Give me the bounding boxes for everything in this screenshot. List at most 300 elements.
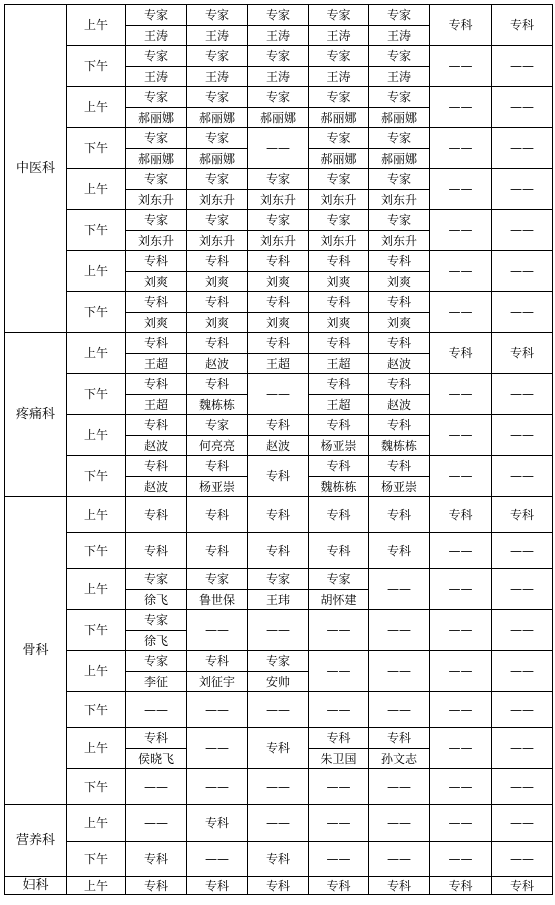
schedule-cell bbox=[308, 45, 369, 87]
schedule-cell: 专科 bbox=[186, 876, 248, 895]
schedule-cell bbox=[368, 291, 430, 333]
period-cell: 下午 bbox=[66, 455, 126, 497]
schedule-cell bbox=[247, 414, 309, 456]
period-cell: 下午 bbox=[66, 209, 126, 251]
schedule-cell: —— bbox=[429, 45, 492, 87]
schedule-cell: —— bbox=[308, 841, 369, 877]
schedule-cell: —— bbox=[247, 691, 309, 728]
schedule-cell: —— bbox=[308, 768, 369, 805]
doctor-name: 刘东升 bbox=[320, 192, 357, 207]
period-cell: 下午 bbox=[66, 841, 126, 877]
doctor-name: 刘爽 bbox=[265, 274, 290, 289]
clinic-type: 专家 bbox=[187, 87, 247, 108]
department-cell: 疼痛科 bbox=[4, 332, 67, 497]
clinic-type: 专科 bbox=[369, 292, 429, 313]
clinic-type: 专科 bbox=[309, 415, 368, 436]
period-cell: 下午 bbox=[66, 532, 126, 569]
clinic-type: 专家 bbox=[126, 569, 186, 590]
schedule-cell: —— bbox=[429, 532, 492, 569]
schedule-cell bbox=[247, 250, 309, 292]
schedule-cell bbox=[247, 4, 309, 46]
clinic-type: 专家 bbox=[309, 87, 368, 108]
doctor-name: 刘东升 bbox=[259, 233, 296, 248]
doctor-name: 王涛 bbox=[265, 69, 290, 84]
schedule-cell bbox=[186, 250, 248, 292]
period-cell: 上午 bbox=[66, 414, 126, 456]
schedule-cell bbox=[247, 332, 309, 374]
schedule-cell: —— bbox=[491, 804, 553, 842]
schedule-cell bbox=[247, 291, 309, 333]
period-cell: 上午 bbox=[66, 332, 126, 374]
period-cell: 下午 bbox=[66, 691, 126, 728]
period-cell: 下午 bbox=[66, 373, 126, 415]
schedule-cell bbox=[368, 250, 430, 292]
schedule-cell: 专科 bbox=[308, 532, 369, 569]
doctor-name: 刘爽 bbox=[265, 315, 290, 330]
doctor-name: 赵波 bbox=[265, 438, 290, 453]
schedule-cell bbox=[125, 209, 187, 251]
clinic-type: 专科 bbox=[126, 415, 186, 436]
doctor-name: 刘爽 bbox=[143, 315, 168, 330]
clinic-type: 专家 bbox=[126, 46, 186, 67]
schedule-cell: 专科 bbox=[368, 532, 430, 569]
clinic-type: 专科 bbox=[126, 333, 186, 354]
doctor-name: 刘爽 bbox=[204, 315, 229, 330]
schedule-cell bbox=[368, 727, 430, 769]
schedule-cell bbox=[186, 127, 248, 169]
period-cell: 上午 bbox=[66, 250, 126, 292]
schedule-cell bbox=[247, 168, 309, 210]
period-cell: 上午 bbox=[66, 4, 126, 46]
schedule-cell bbox=[368, 414, 430, 456]
clinic-type: 专家 bbox=[187, 46, 247, 67]
doctor-name: 徐飞 bbox=[143, 633, 168, 648]
doctor-name: 王涛 bbox=[386, 69, 411, 84]
schedule-cell: —— bbox=[368, 568, 430, 610]
schedule-cell bbox=[308, 250, 369, 292]
schedule-cell bbox=[186, 373, 248, 415]
schedule-cell: —— bbox=[186, 727, 248, 769]
clinic-type: 专科 bbox=[369, 374, 429, 395]
doctor-name: 刘爽 bbox=[386, 274, 411, 289]
schedule-cell: 专科 bbox=[491, 876, 553, 895]
schedule-cell bbox=[368, 455, 430, 497]
clinic-type: 专家 bbox=[309, 128, 368, 149]
clinic-type: 专科 bbox=[187, 456, 247, 477]
schedule-cell bbox=[125, 86, 187, 128]
schedule-cell bbox=[186, 209, 248, 251]
doctor-name: 郝丽娜 bbox=[137, 110, 174, 125]
clinic-type: 专家 bbox=[126, 5, 186, 26]
doctor-name: 刘东升 bbox=[198, 233, 235, 248]
schedule-cell bbox=[368, 168, 430, 210]
clinic-type: 专家 bbox=[369, 210, 429, 231]
doctor-name: 郝丽娜 bbox=[320, 110, 357, 125]
doctor-name: 王涛 bbox=[204, 28, 229, 43]
schedule-cell: —— bbox=[429, 291, 492, 333]
schedule-cell: —— bbox=[491, 250, 553, 292]
schedule-cell bbox=[247, 45, 309, 87]
schedule-cell: —— bbox=[429, 209, 492, 251]
schedule-cell: —— bbox=[491, 532, 553, 569]
schedule-cell bbox=[186, 86, 248, 128]
schedule-cell: —— bbox=[491, 373, 553, 415]
schedule-cell bbox=[247, 209, 309, 251]
clinic-type: 专家 bbox=[126, 128, 186, 149]
schedule-cell bbox=[368, 209, 430, 251]
schedule-cell: 专科 bbox=[125, 532, 187, 569]
schedule-cell: 专科 bbox=[308, 876, 369, 895]
schedule-cell bbox=[368, 45, 430, 87]
schedule-cell: —— bbox=[429, 86, 492, 128]
schedule-cell bbox=[308, 568, 369, 610]
schedule-cell: —— bbox=[368, 650, 430, 692]
schedule-cell: —— bbox=[429, 691, 492, 728]
clinic-type: 专科 bbox=[309, 251, 368, 272]
doctor-name: 侯晓飞 bbox=[137, 751, 174, 766]
doctor-name: 郝丽娜 bbox=[198, 110, 235, 125]
schedule-cell: —— bbox=[125, 804, 187, 842]
period-cell: 上午 bbox=[66, 876, 126, 895]
schedule-cell bbox=[247, 568, 309, 610]
clinic-type: 专科 bbox=[309, 374, 368, 395]
clinic-type: 专家 bbox=[309, 169, 368, 190]
period-cell: 下午 bbox=[66, 45, 126, 87]
schedule-cell bbox=[186, 414, 248, 456]
clinic-type: 专家 bbox=[187, 128, 247, 149]
period-cell: 上午 bbox=[66, 86, 126, 128]
schedule-cell: —— bbox=[491, 86, 553, 128]
period-cell: 上午 bbox=[66, 496, 126, 533]
doctor-name: 魏栋栋 bbox=[320, 479, 357, 494]
clinic-type: 专家 bbox=[126, 87, 186, 108]
schedule-cell bbox=[308, 332, 369, 374]
schedule-cell: —— bbox=[429, 650, 492, 692]
schedule-cell: —— bbox=[247, 609, 309, 651]
doctor-name: 杨亚崇 bbox=[198, 479, 235, 494]
doctor-name: 赵波 bbox=[143, 479, 168, 494]
schedule-cell bbox=[125, 727, 187, 769]
department-cell: 骨科 bbox=[4, 496, 67, 805]
schedule-cell bbox=[186, 291, 248, 333]
schedule-cell: —— bbox=[247, 804, 309, 842]
clinic-type: 专科 bbox=[187, 333, 247, 354]
clinic-type: 专科 bbox=[187, 651, 247, 672]
schedule-cell bbox=[125, 414, 187, 456]
schedule-cell: 专科 bbox=[247, 532, 309, 569]
schedule-cell: 专科 bbox=[491, 4, 553, 46]
clinic-type: 专科 bbox=[309, 333, 368, 354]
doctor-name: 王超 bbox=[326, 397, 351, 412]
schedule-cell: —— bbox=[186, 609, 248, 651]
clinic-type: 专家 bbox=[369, 169, 429, 190]
doctor-name: 徐飞 bbox=[143, 592, 168, 607]
doctor-name: 郝丽娜 bbox=[380, 110, 417, 125]
schedule-cell: —— bbox=[308, 650, 369, 692]
doctor-name: 何亮亮 bbox=[198, 438, 235, 453]
schedule-cell bbox=[186, 650, 248, 692]
schedule-cell bbox=[125, 127, 187, 169]
schedule-cell: —— bbox=[368, 691, 430, 728]
doctor-name: 朱卫国 bbox=[320, 751, 357, 766]
schedule-cell: —— bbox=[491, 568, 553, 610]
clinic-type: 专科 bbox=[369, 728, 429, 749]
clinic-type: 专科 bbox=[309, 456, 368, 477]
doctor-name: 刘东升 bbox=[137, 192, 174, 207]
doctor-name: 胡怀建 bbox=[320, 592, 357, 607]
schedule-cell: 专科 bbox=[429, 876, 492, 895]
schedule-cell: —— bbox=[491, 691, 553, 728]
doctor-name: 刘爽 bbox=[326, 315, 351, 330]
clinic-type: 专家 bbox=[126, 210, 186, 231]
schedule-cell: —— bbox=[308, 691, 369, 728]
doctor-name: 赵波 bbox=[204, 356, 229, 371]
clinic-type: 专家 bbox=[126, 169, 186, 190]
schedule-cell bbox=[308, 127, 369, 169]
doctor-name: 王超 bbox=[143, 356, 168, 371]
schedule-cell: —— bbox=[491, 727, 553, 769]
doctor-name: 李征 bbox=[143, 674, 168, 689]
clinic-type: 专家 bbox=[248, 210, 308, 231]
clinic-type: 专科 bbox=[248, 415, 308, 436]
schedule-cell: 专科 bbox=[491, 496, 553, 533]
clinic-type: 专科 bbox=[248, 333, 308, 354]
doctor-name: 王玮 bbox=[265, 592, 290, 607]
clinic-type: 专家 bbox=[369, 87, 429, 108]
schedule-cell bbox=[186, 568, 248, 610]
doctor-name: 赵波 bbox=[386, 356, 411, 371]
schedule-cell: —— bbox=[247, 768, 309, 805]
doctor-name: 刘征宇 bbox=[198, 674, 235, 689]
doctor-name: 杨亚崇 bbox=[320, 438, 357, 453]
schedule-cell: 专科 bbox=[125, 876, 187, 895]
doctor-name: 刘东升 bbox=[259, 192, 296, 207]
clinic-type: 专家 bbox=[248, 169, 308, 190]
doctor-name: 刘东升 bbox=[380, 233, 417, 248]
period-cell: 上午 bbox=[66, 568, 126, 610]
doctor-name: 郝丽娜 bbox=[259, 110, 296, 125]
doctor-name: 刘爽 bbox=[143, 274, 168, 289]
schedule-cell bbox=[308, 86, 369, 128]
doctor-name: 赵波 bbox=[143, 438, 168, 453]
schedule-cell bbox=[308, 373, 369, 415]
doctor-name: 王涛 bbox=[326, 28, 351, 43]
schedule-cell: —— bbox=[491, 127, 553, 169]
schedule-cell: 专科 bbox=[247, 455, 309, 497]
clinic-type: 专家 bbox=[309, 46, 368, 67]
clinic-type: 专科 bbox=[187, 292, 247, 313]
doctor-name: 刘东升 bbox=[380, 192, 417, 207]
schedule-cell bbox=[308, 209, 369, 251]
clinic-type: 专科 bbox=[248, 292, 308, 313]
schedule-cell: —— bbox=[491, 414, 553, 456]
schedule-cell: —— bbox=[491, 650, 553, 692]
schedule-cell: —— bbox=[429, 609, 492, 651]
doctor-name: 王涛 bbox=[204, 69, 229, 84]
doctor-name: 郝丽娜 bbox=[198, 151, 235, 166]
clinic-type: 专家 bbox=[187, 5, 247, 26]
schedule-cell bbox=[125, 373, 187, 415]
doctor-name: 王涛 bbox=[326, 69, 351, 84]
period-cell: 上午 bbox=[66, 727, 126, 769]
schedule-cell: —— bbox=[429, 727, 492, 769]
schedule-cell: —— bbox=[368, 768, 430, 805]
schedule-cell bbox=[125, 291, 187, 333]
schedule-cell: —— bbox=[247, 127, 309, 169]
doctor-name: 刘爽 bbox=[326, 274, 351, 289]
schedule-cell: —— bbox=[368, 841, 430, 877]
doctor-name: 刘东升 bbox=[320, 233, 357, 248]
doctor-name: 王超 bbox=[265, 356, 290, 371]
clinic-type: 专科 bbox=[126, 292, 186, 313]
schedule-cell: 专科 bbox=[125, 841, 187, 877]
clinic-type: 专科 bbox=[187, 374, 247, 395]
schedule-cell bbox=[308, 168, 369, 210]
schedule-cell bbox=[368, 86, 430, 128]
clinic-type: 专科 bbox=[126, 728, 186, 749]
schedule-cell: 专科 bbox=[368, 496, 430, 533]
schedule-cell: —— bbox=[429, 168, 492, 210]
schedule-cell bbox=[125, 4, 187, 46]
clinic-type: 专家 bbox=[309, 569, 368, 590]
schedule-cell: —— bbox=[429, 841, 492, 877]
schedule-cell: —— bbox=[186, 768, 248, 805]
clinic-type: 专家 bbox=[248, 5, 308, 26]
schedule-cell: 专科 bbox=[429, 332, 492, 374]
schedule-cell: —— bbox=[429, 414, 492, 456]
schedule-cell: —— bbox=[491, 455, 553, 497]
clinic-type: 专科 bbox=[369, 415, 429, 436]
schedule-cell: 专科 bbox=[491, 332, 553, 374]
doctor-name: 王涛 bbox=[386, 28, 411, 43]
schedule-cell bbox=[368, 373, 430, 415]
schedule-cell bbox=[125, 609, 187, 651]
doctor-name: 刘东升 bbox=[198, 192, 235, 207]
department-cell: 妇科 bbox=[4, 876, 67, 895]
schedule-cell bbox=[308, 291, 369, 333]
period-cell: 上午 bbox=[66, 168, 126, 210]
clinic-type: 专家 bbox=[248, 46, 308, 67]
clinic-type: 专家 bbox=[187, 415, 247, 436]
schedule-cell bbox=[308, 455, 369, 497]
schedule-cell: —— bbox=[491, 609, 553, 651]
schedule-cell: 专科 bbox=[186, 496, 248, 533]
department-cell: 中医科 bbox=[4, 4, 67, 333]
schedule-cell bbox=[308, 414, 369, 456]
schedule-cell: 专科 bbox=[429, 496, 492, 533]
period-cell: 上午 bbox=[66, 650, 126, 692]
clinic-type: 专科 bbox=[187, 251, 247, 272]
doctor-name: 王涛 bbox=[143, 69, 168, 84]
clinic-type: 专科 bbox=[309, 292, 368, 313]
schedule-cell: —— bbox=[491, 45, 553, 87]
schedule-cell: —— bbox=[368, 609, 430, 651]
schedule-cell bbox=[308, 4, 369, 46]
clinic-type: 专家 bbox=[126, 651, 186, 672]
clinic-type: 专家 bbox=[309, 5, 368, 26]
period-cell: 下午 bbox=[66, 609, 126, 651]
clinic-type: 专科 bbox=[248, 251, 308, 272]
doctor-name: 刘东升 bbox=[137, 233, 174, 248]
clinic-type: 专家 bbox=[187, 210, 247, 231]
schedule-cell bbox=[247, 86, 309, 128]
schedule-cell: —— bbox=[125, 691, 187, 728]
schedule-cell bbox=[368, 332, 430, 374]
schedule-cell bbox=[125, 455, 187, 497]
schedule-cell: —— bbox=[368, 804, 430, 842]
schedule-cell: 专科 bbox=[429, 4, 492, 46]
schedule-cell bbox=[308, 727, 369, 769]
clinic-type: 专家 bbox=[248, 569, 308, 590]
schedule-cell: —— bbox=[429, 768, 492, 805]
doctor-name: 王涛 bbox=[265, 28, 290, 43]
doctor-name: 鲁世保 bbox=[198, 592, 235, 607]
schedule-cell bbox=[186, 455, 248, 497]
doctor-name: 郝丽娜 bbox=[380, 151, 417, 166]
clinic-type: 专家 bbox=[369, 5, 429, 26]
schedule-cell bbox=[247, 650, 309, 692]
schedule-cell: —— bbox=[429, 373, 492, 415]
schedule-cell: —— bbox=[491, 291, 553, 333]
doctor-name: 魏栋栋 bbox=[380, 438, 417, 453]
schedule-cell bbox=[125, 250, 187, 292]
doctor-name: 刘爽 bbox=[386, 315, 411, 330]
doctor-name: 孙文志 bbox=[380, 751, 417, 766]
schedule-cell bbox=[125, 568, 187, 610]
period-cell: 下午 bbox=[66, 291, 126, 333]
schedule-cell: 专科 bbox=[308, 496, 369, 533]
schedule-cell bbox=[186, 4, 248, 46]
doctor-name: 王超 bbox=[143, 397, 168, 412]
schedule-cell bbox=[186, 45, 248, 87]
schedule-cell: —— bbox=[429, 455, 492, 497]
clinic-type: 专家 bbox=[369, 128, 429, 149]
doctor-name: 安帅 bbox=[265, 674, 290, 689]
schedule-cell bbox=[186, 168, 248, 210]
schedule-cell bbox=[125, 650, 187, 692]
schedule-cell: 专科 bbox=[247, 876, 309, 895]
clinic-type: 专家 bbox=[369, 46, 429, 67]
schedule-cell: —— bbox=[491, 209, 553, 251]
schedule-cell bbox=[125, 45, 187, 87]
clinic-type: 专科 bbox=[126, 456, 186, 477]
schedule-cell: —— bbox=[125, 768, 187, 805]
clinic-type: 专家 bbox=[309, 210, 368, 231]
schedule-cell: 专科 bbox=[247, 727, 309, 769]
clinic-type: 专家 bbox=[126, 610, 186, 631]
clinic-type: 专科 bbox=[369, 456, 429, 477]
schedule-cell: 专科 bbox=[186, 804, 248, 842]
clinic-type: 专家 bbox=[248, 87, 308, 108]
schedule-cell: —— bbox=[186, 841, 248, 877]
schedule-cell: 专科 bbox=[247, 496, 309, 533]
schedule-cell: —— bbox=[247, 373, 309, 415]
clinic-type: 专科 bbox=[309, 728, 368, 749]
schedule-cell: —— bbox=[429, 127, 492, 169]
schedule-cell: —— bbox=[491, 841, 553, 877]
schedule-cell: 专科 bbox=[368, 876, 430, 895]
schedule-cell: 专科 bbox=[247, 841, 309, 877]
doctor-name: 郝丽娜 bbox=[137, 151, 174, 166]
schedule-cell bbox=[125, 332, 187, 374]
doctor-name: 王涛 bbox=[143, 28, 168, 43]
period-cell: 上午 bbox=[66, 804, 126, 842]
doctor-name: 郝丽娜 bbox=[320, 151, 357, 166]
schedule-table bbox=[4, 4, 552, 902]
schedule-cell bbox=[125, 168, 187, 210]
clinic-type: 专家 bbox=[187, 169, 247, 190]
clinic-type: 专家 bbox=[248, 651, 308, 672]
